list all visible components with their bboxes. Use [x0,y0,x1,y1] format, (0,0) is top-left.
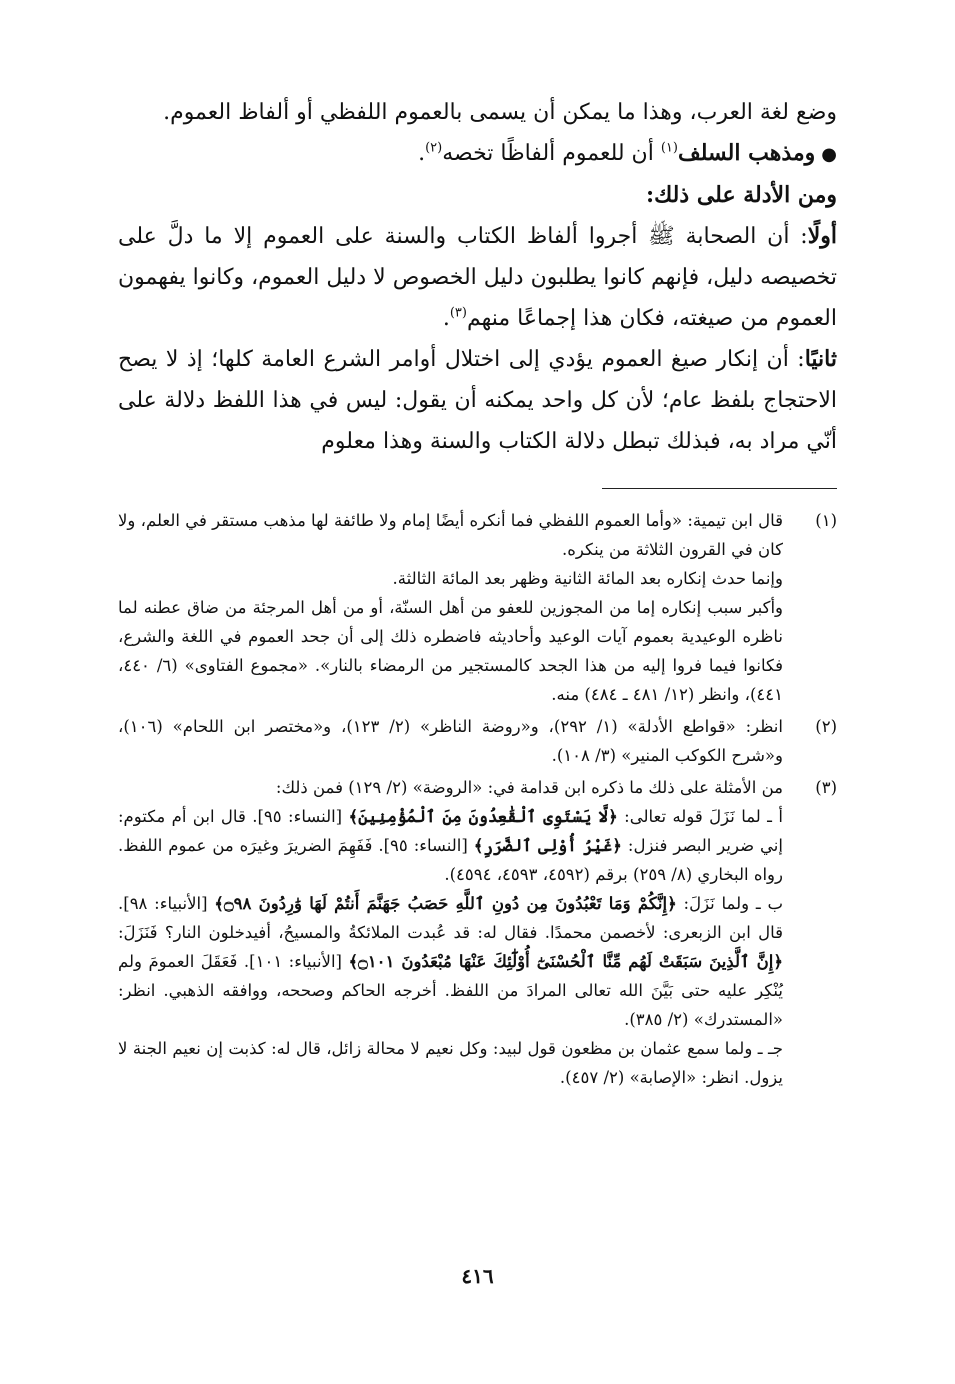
second-evidence [118,339,837,462]
example-a-end: [النساء: ٩٥]. فَفَهِمَ الضريرَ وغيرَه من عموم اللفظ. رواه البخاري (٨/ ٢٥٩) برقم (٤٥٩٢، ٤٥٩٣، ٤٥٩٤). [118,836,783,884]
evidence-heading: ومن الأدلة على ذلك: [646,182,837,208]
salaf-paragraph [118,133,837,175]
footnote-2-p1: انظر: «قواطع الأدلة» (١/ ٢٩٢)، و«روضة الناظر» (٢/ ١٢٣)، و«مختصر ابن اللحام» (١٠٦)، و«شرح الكوكب المنير» (٣/ ١٠٨). [118,717,783,765]
footnote-3-intro: من الأمثلة على ذلك ما ذكره ابن قدامة في: «الروضة» (٢/ ١٢٩) فمن ذلك: [275,778,783,797]
footnote-number: (١) [815,511,837,530]
example-a-mid: [النساء: ٩٥]. قال ابن أم مكتوم: إني ضرير البصر فنزل: [118,807,783,855]
second-label: ثانيًا [804,346,837,372]
footnote-3-example-a [118,802,783,889]
footnote-3-example-c: جـ ـ ولما سمع عثمان بن مظعون قول لبيد: وكل نعيم لا محالة زائل، قال له: كذبت إن نعيم الجنة لا يزول. انظر: «الإصابة» (٢/ ٤٥٧). [118,1039,783,1087]
footnote-ref-2[interactable]: (٢) [425,140,443,156]
footnote-2 [118,712,837,770]
footnote-ref-3[interactable]: (٣) [449,305,467,321]
footnotes [118,506,837,1095]
second-text: : أن إنكار صيغ العموم يؤدي إلى اختلال أوامر الشرع العامة كلها؛ إذ لا يصح الاحتجاج بلفظ عام؛ لأن كل واحد يمكنه أن يقول: ليس في هذا اللفظ دلالة على أنّي مراد به، فبذلك تبطل دلالة الكتاب والسنة وهذا معلوم [118,347,837,454]
first-text: : أن الصحابة ﷺ أجروا ألفاظ الكتاب والسنة على العموم إلا ما دلَّ على تخصيصه دليل، فإنهم كانوا يطلبون دليل الخصوص لا دليل العموم، وكانوا يفهمون العموم من صيغته، فكان هذا إجماعًا منهم [118,224,837,331]
footnote-1-p3: وأكبر سبب إنكاره إما من المجوزين للعفو من أهل السنّة، أو من أهل المرجئة من ضاق عطنه لما ناظره الوعيدية بعموم آيات الوعيد وأحاديثه فاضطره ذلك إلى أن جحد العموم في اللغة والشرع، فكانوا فيما فروا إليه من هذا الجحد كالمستجير من الرمضاء بالنار». «مجموع الفتاوى» (٦/ ٤٤٠، ٤٤١)، وانظر (١٢/ ٤٨١ ـ ٤٨٤) منه. [118,598,783,704]
first-end: . [442,306,450,331]
example-b-pre: ب ـ ولما نَزَلَ: [676,894,783,913]
footnote-1-p2: وإنما حدث إنكاره بعد المائة الثانية وظهر بعد المائة الثالثة. [392,569,783,588]
footnote-3 [118,773,837,1092]
footnote-number: (٢) [815,717,837,736]
main-line-1: وضع لغة العرب، وهذا ما يمكن أن يسمى بالعموم اللفظي أو ألفاظ العموم. [163,100,837,125]
quran-verse: ﴿لَّا يَسْتَوِى ٱلْقَٰعِدُونَ مِنَ ٱلْمُؤْمِنِينَ﴾ [348,807,618,826]
footnote-1-p1: قال ابن تيمية: «وأما العموم اللفظي فما أنكره أيضًا إمام ولا طائفة لها مذهب مستقر في العلم، ولا كان في القرون الثلاثة من ينكره. [118,511,783,559]
main-text [118,92,837,462]
example-b-end: [الأنبياء: ١٠١]. فَعَقَلَ العمومَ ولم يُنْكِر عليه حتى بَيَّنَ الله تعالى المرادَ من اللفظ. أخرجه الحاكم وصححه، ووافقه الذهبي. انظر: «المستدرك» (٢/ ٣٨٥). [118,952,783,1029]
footnote-3-example-b [118,889,783,1034]
footnote-1 [118,506,837,709]
footnote-number: (٣) [815,778,837,797]
first-evidence [118,216,837,339]
salaf-label: ومذهب السلف [677,140,816,166]
salaf-text: أن للعموم ألفاظًا تخصه [442,141,661,166]
page-number: ٤١٦ [461,1264,494,1288]
example-b-mid: [الأنبياء: ٩٨]. قال ابن الزبعرى: لأخصمن محمدًا. فقال له: قد عُبدت الملائكةُ والمسيحُ، أفيدخلون النار؟ فَنَزَلَ: [118,894,783,942]
footnote-ref-1[interactable]: (١) [660,140,678,156]
first-label: أولًا [807,223,837,249]
quran-verse: ﴿غَيْرُ أُوْلِى ٱلضَّرَرِ﴾ [473,836,622,855]
quran-verse: ﴿إِنَّ ٱلَّذِينَ سَبَقَتْ لَهُم مِّنَّا ٱلْحُسْنَىٰٓ أُوْلَٰٓئِكَ عَنْهَا مُبْعَدُونَ ۝١٠١﴾ [348,952,783,971]
footnote-divider [602,488,837,489]
example-a-pre: أ ـ لما نَزَلَ قوله تعالى: [617,807,783,826]
quran-verse: ﴿إِنَّكُمْ وَمَا تَعْبُدُونَ مِن دُونِ ٱللَّهِ حَصَبُ جَهَنَّمَ أَنتُمْ لَهَا وَٰرِدُونَ ۝٩٨﴾ [214,894,677,913]
salaf-end: . [418,141,426,166]
bullet-icon: ● [821,144,837,165]
